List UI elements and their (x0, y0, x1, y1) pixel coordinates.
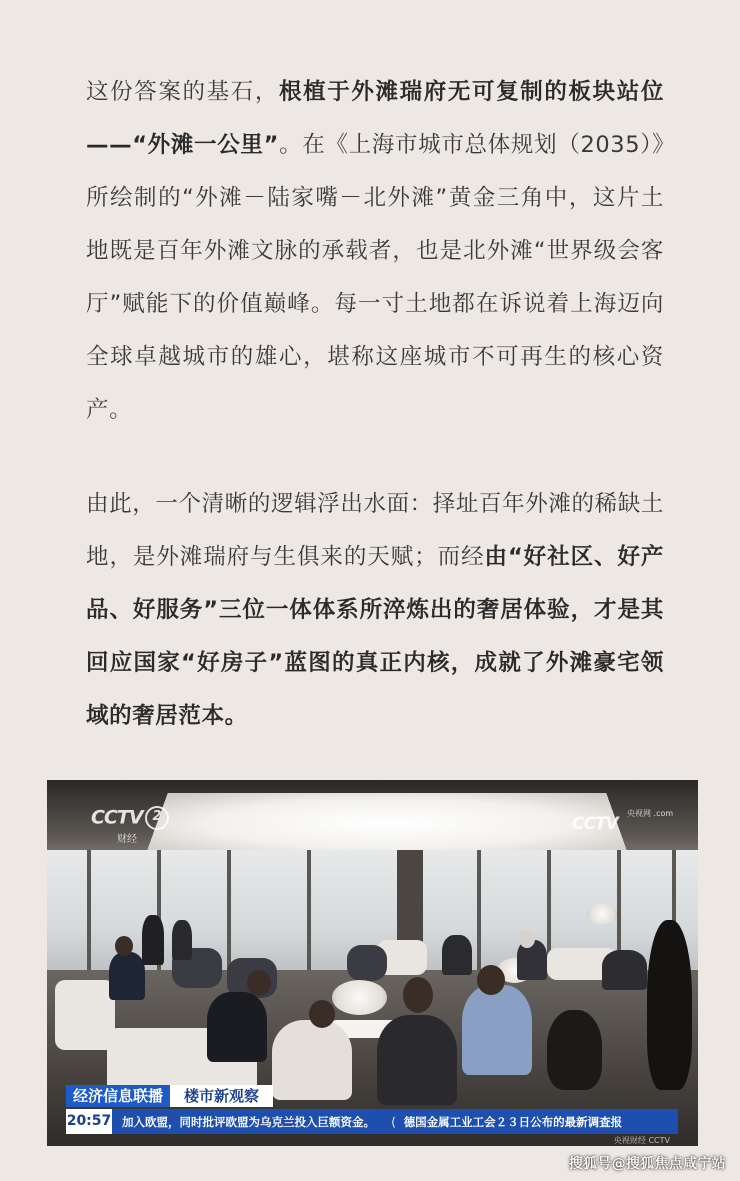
cctv-logo-right: CCTV (572, 814, 618, 834)
channel-number: 2 (145, 806, 169, 830)
paragraph-1-body: 。在《上海市城市总体规划（2035）》所绘制的“外滩－陆家嘴－北外滩”黄金三角中，这片土地既是百年外滩文脉的承载者，也是北外滩“世界级会客厅”赋能下的价值巅峰。每一寸土地都在诉说着上海迈向全球卓越城市的雄心，堪称这座城市不可再生的核心资产。 (86, 132, 664, 423)
person-head (115, 936, 133, 956)
person-head (309, 1000, 335, 1028)
news-ticker (66, 1109, 678, 1134)
person (462, 985, 532, 1075)
broadcast-time: 20:57 (66, 1109, 112, 1134)
paragraph-2-body: 由此，一个清晰的逻辑浮出水面：择址百年外滩的稀缺土地，是外滩瑞府与生俱来的天赋；而经 (86, 491, 664, 570)
person-head (403, 977, 433, 1013)
paragraph-1-intro: 这份答案的基石， (86, 79, 280, 105)
cctv-logo-text: CCTV (91, 806, 143, 829)
flower-arrangement (587, 904, 617, 924)
paragraph-2 (86, 478, 664, 743)
segment-tag: 楼市新观察 (170, 1085, 273, 1107)
person-head (477, 965, 505, 995)
person (377, 1015, 457, 1105)
person (172, 920, 192, 960)
program-tag: 经济信息联播 (66, 1085, 170, 1107)
person (442, 935, 472, 975)
source-watermark: 搜狐号@搜狐焦点咸宁站 (568, 1156, 726, 1172)
person (207, 992, 267, 1062)
person (142, 915, 164, 965)
decor-vase (547, 1010, 602, 1090)
ticker-text-2: 德国金属工业工会２３日公布的最新调查报 (403, 1114, 623, 1129)
channel-name: 财经 (117, 834, 137, 845)
window-mullion (227, 850, 231, 980)
article-body (86, 66, 664, 743)
cctv-site-label: 央视网 .com (627, 809, 674, 818)
window-mullion (87, 850, 91, 980)
ceiling-light (145, 793, 629, 857)
person-head (519, 930, 535, 948)
paragraph-1 (86, 66, 664, 437)
window-mullion (307, 850, 311, 980)
person (602, 950, 647, 990)
sofa (55, 980, 115, 1050)
cctv-logo-left (91, 806, 169, 830)
person (272, 1020, 352, 1100)
decor-sculpture (647, 920, 692, 1090)
ticker-separator-icon: ⟨ (391, 1114, 396, 1129)
paragraph-2-highlight: 由“好社区、好产品、好服务”三位一体体系所淬炼出的奢居体验，才是其回应国家“好房子”蓝图的真正内核，成就了外滩豪宅领域的奢居范本。 (86, 544, 664, 729)
paragraph-1-highlight: 根植于外滩瑞府无可复制的板块站位——“外滩一公里” (86, 79, 664, 158)
person-head (247, 970, 271, 996)
ticker-text-1: 加入欧盟，同时批评欧盟为乌克兰投入巨额资金。 (122, 1114, 375, 1129)
program-bar (66, 1085, 273, 1107)
news-video-still (47, 780, 698, 1146)
tv-corner-mark: 央视财经 CCTV (613, 1136, 670, 1145)
window-mullion (477, 850, 481, 980)
person (109, 952, 145, 1000)
armchair (347, 945, 387, 981)
flower-arrangement (332, 980, 387, 1015)
